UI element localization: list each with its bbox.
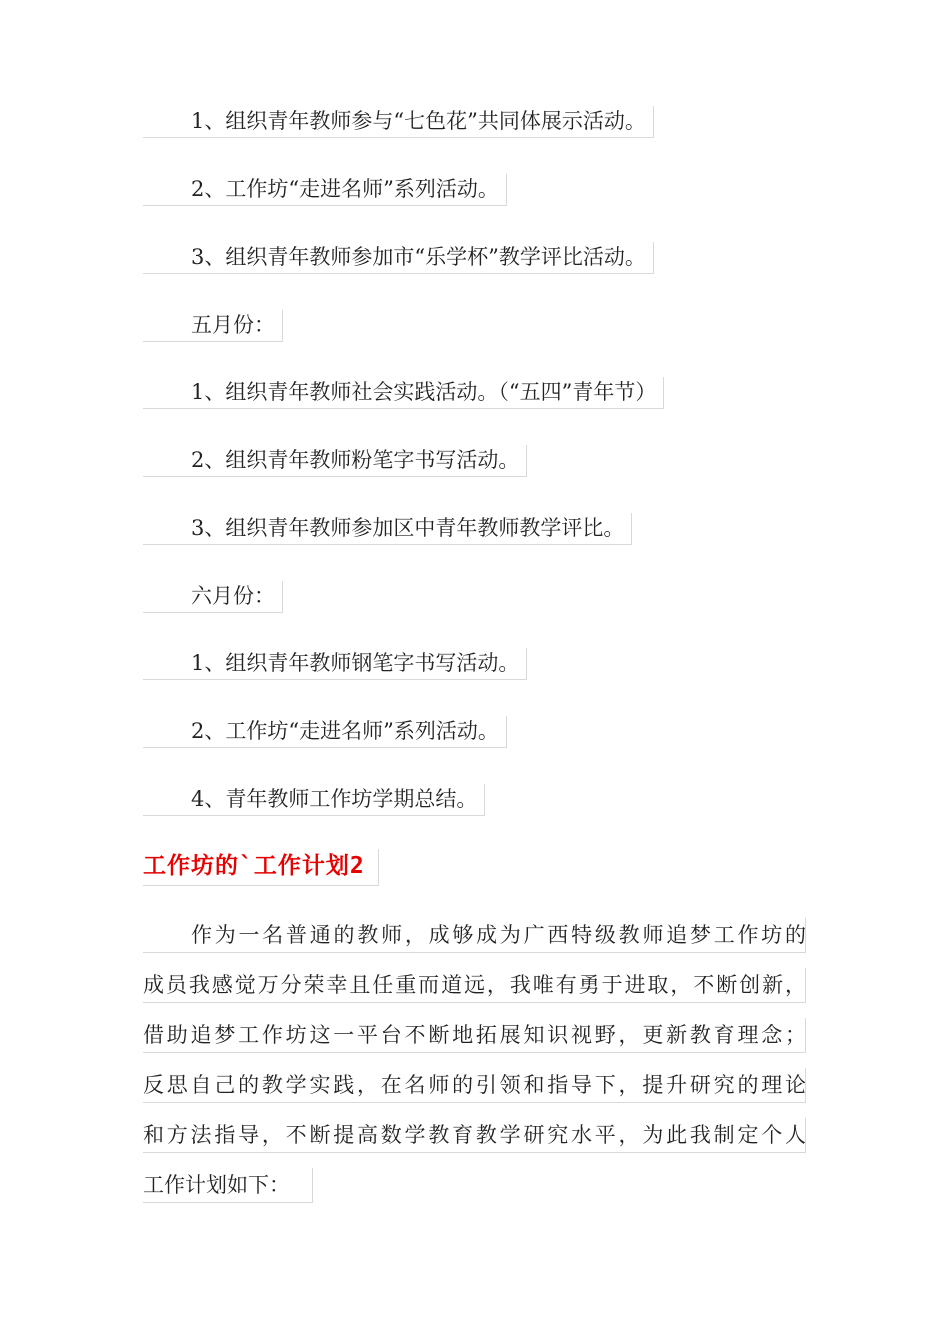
list-item: 3、组织青年教师参加市“乐学杯”教学评比活动。: [143, 242, 654, 272]
list-item: 1、组织青年教师钢笔字书写活动。: [143, 648, 527, 678]
paragraph-line: 借助追梦工作坊这一平台不断地拓展知识视野，更新教育理念；: [143, 1018, 806, 1052]
section-heading: 工作坊的`工作计划2: [143, 849, 379, 883]
month-label-may: 五月份：: [143, 310, 283, 340]
paragraph-line: 成员我感觉万分荣幸且任重而道远，我唯有勇于进取，不断创新，: [143, 968, 806, 1002]
list-item: 3、组织青年教师参加区中青年教师教学评比。: [143, 513, 632, 543]
list-item: 2、工作坊“走进名师”系列活动。: [143, 716, 507, 746]
month-label-june: 六月份：: [143, 581, 283, 611]
paragraph-line: 工作计划如下：: [143, 1168, 313, 1202]
list-item: 1、组织青年教师参与“七色花”共同体展示活动。: [143, 106, 654, 136]
paragraph-line: 反思自己的教学实践，在名师的引领和指导下，提升研究的理论: [143, 1068, 806, 1102]
list-item: 2、工作坊“走进名师”系列活动。: [143, 174, 507, 204]
list-item: 1、组织青年教师社会实践活动。（“五四”青年节）: [143, 377, 664, 407]
paragraph-line: 作为一名普通的教师，成够成为广西特级教师追梦工作坊的: [143, 918, 806, 952]
list-item: 2、组织青年教师粉笔字书写活动。: [143, 445, 527, 475]
paragraph-line: 和方法指导，不断提高数学教育教学研究水平，为此我制定个人: [143, 1118, 806, 1152]
list-item: 4、青年教师工作坊学期总结。: [143, 784, 485, 814]
